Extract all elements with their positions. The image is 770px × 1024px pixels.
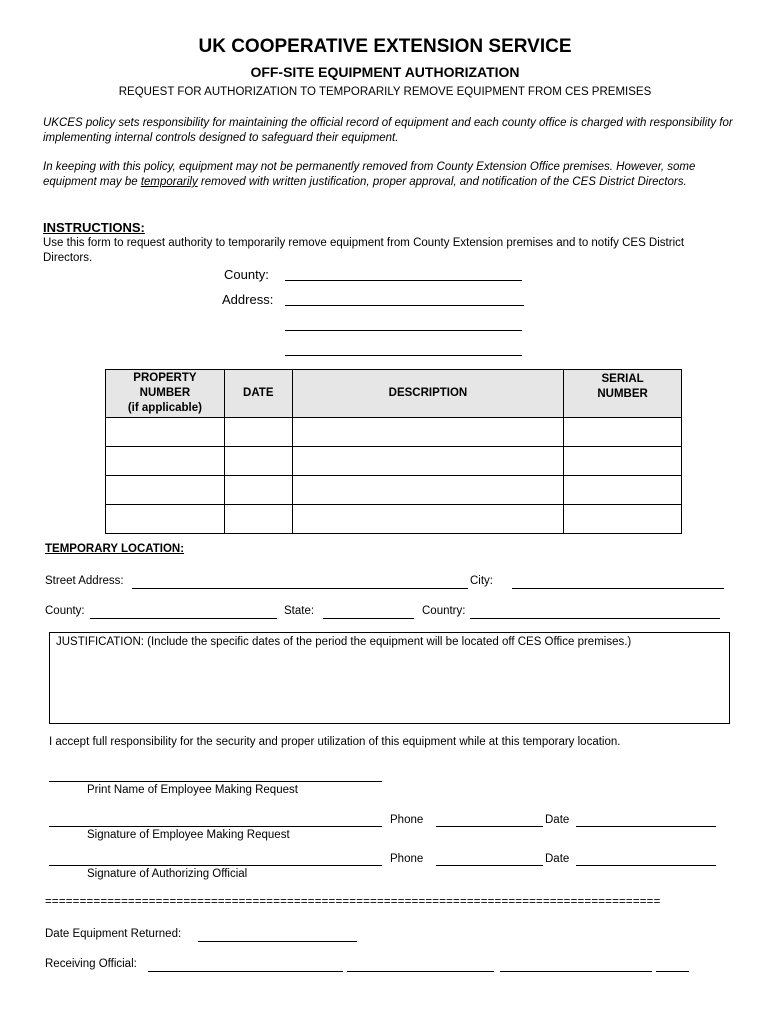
country-line[interactable] bbox=[470, 618, 720, 619]
address-input-line-1[interactable] bbox=[285, 305, 524, 306]
policy-p2-before: In keeping with this policy, equipment may not be permanently removed from County Extension Office premises. However, some equipment may be bbox=[43, 161, 696, 188]
date-cell[interactable] bbox=[224, 447, 292, 476]
date-cell[interactable] bbox=[224, 418, 292, 447]
receiving-official-line-1[interactable] bbox=[148, 971, 343, 972]
receiving-official-line-2[interactable] bbox=[347, 971, 494, 972]
date-returned-line[interactable] bbox=[198, 941, 357, 942]
country-label: Country: bbox=[422, 605, 466, 617]
header-property-l3: (if applicable) bbox=[127, 402, 202, 414]
city-line[interactable] bbox=[512, 588, 724, 589]
address-input-line-2[interactable] bbox=[285, 330, 522, 331]
serial-number-cell[interactable] bbox=[564, 476, 682, 505]
header-property-l1: PROPERTY bbox=[133, 372, 197, 384]
description-cell[interactable] bbox=[292, 476, 563, 505]
policy-p2-after: removed with written justification, proper approval, and notification of the CES District Directors. bbox=[197, 176, 687, 188]
county-label: County: bbox=[224, 267, 269, 282]
header-serial-number bbox=[564, 370, 682, 418]
county-location-label: County: bbox=[45, 605, 85, 617]
official-phone-line[interactable] bbox=[436, 865, 543, 866]
receiving-official-label: Receiving Official: bbox=[45, 958, 137, 970]
table-header-row bbox=[106, 370, 682, 418]
street-address-line[interactable] bbox=[132, 588, 468, 589]
date-returned-label: Date Equipment Returned: bbox=[45, 928, 182, 940]
policy-p2-underlined: temporarily bbox=[140, 176, 198, 188]
header-description: DESCRIPTION bbox=[292, 370, 563, 418]
print-name-line[interactable] bbox=[49, 781, 382, 782]
official-date-label: Date bbox=[545, 853, 570, 865]
serial-number-cell[interactable] bbox=[564, 418, 682, 447]
header-property-number bbox=[106, 370, 225, 418]
address-input-line-3[interactable] bbox=[285, 355, 522, 356]
temporary-location-heading: TEMPORARY LOCATION: bbox=[45, 543, 185, 555]
official-date-line[interactable] bbox=[576, 865, 716, 866]
receiving-official-line-4[interactable] bbox=[656, 971, 689, 972]
equipment-table bbox=[105, 369, 682, 534]
serial-number-cell[interactable] bbox=[564, 447, 682, 476]
description-cell[interactable] bbox=[292, 447, 563, 476]
separator-rule: ========================================================================================= bbox=[45, 896, 661, 908]
policy-paragraph-1: UKCES policy sets responsibility for maintaining the official record of equipment and each county office is charged with responsibility for implementing internal controls designed to safeguard their equipment. bbox=[43, 117, 733, 144]
instructions-heading: INSTRUCTIONS: bbox=[43, 220, 145, 235]
street-address-label: Street Address: bbox=[45, 575, 124, 587]
employee-phone-label: Phone bbox=[390, 814, 424, 826]
table-row bbox=[106, 447, 682, 476]
employee-phone-line[interactable] bbox=[436, 826, 543, 827]
acceptance-statement: I accept full responsibility for the security and proper utilization of this equipment while at this temporary location. bbox=[49, 736, 621, 748]
header-serial-l2: NUMBER bbox=[597, 388, 648, 400]
header-serial-l1: SERIAL bbox=[601, 373, 644, 385]
employee-signature-label: Signature of Employee Making Request bbox=[87, 829, 290, 841]
property-number-cell[interactable] bbox=[106, 418, 225, 447]
form-title: UK COOPERATIVE EXTENSION SERVICE bbox=[198, 36, 572, 57]
employee-signature-line[interactable] bbox=[49, 826, 382, 827]
address-label: Address: bbox=[222, 292, 274, 307]
justification-box[interactable] bbox=[49, 632, 730, 724]
receiving-official-line-3[interactable] bbox=[500, 971, 652, 972]
property-number-cell[interactable] bbox=[106, 447, 225, 476]
official-phone-label: Phone bbox=[390, 853, 424, 865]
employee-date-label: Date bbox=[545, 814, 570, 826]
serial-number-cell[interactable] bbox=[564, 505, 682, 534]
description-cell[interactable] bbox=[292, 505, 563, 534]
table-row bbox=[106, 505, 682, 534]
header-date: DATE bbox=[224, 370, 292, 418]
employee-date-line[interactable] bbox=[576, 826, 716, 827]
official-signature-line[interactable] bbox=[49, 865, 382, 866]
table-row bbox=[106, 418, 682, 447]
state-label: State: bbox=[284, 605, 315, 617]
header-property-l2: NUMBER bbox=[139, 387, 191, 399]
city-label: City: bbox=[470, 575, 493, 587]
property-number-cell[interactable] bbox=[106, 505, 225, 534]
request-line: REQUEST FOR AUTHORIZATION TO TEMPORARILY REMOVE EQUIPMENT FROM CES PREMISES bbox=[118, 86, 652, 98]
form-subtitle: OFF-SITE EQUIPMENT AUTHORIZATION bbox=[250, 64, 520, 80]
policy-paragraph-2 bbox=[43, 160, 733, 190]
property-number-cell[interactable] bbox=[106, 476, 225, 505]
county-location-line[interactable] bbox=[90, 618, 277, 619]
county-input-line[interactable] bbox=[285, 280, 522, 281]
instructions-text: Use this form to request authority to temporarily remove equipment from County Extension premises and to notify CES District Directors. bbox=[43, 237, 685, 264]
print-name-label: Print Name of Employee Making Request bbox=[87, 784, 298, 796]
state-line[interactable] bbox=[323, 618, 414, 619]
table-row bbox=[106, 476, 682, 505]
justification-label: JUSTIFICATION: (Include the specific dates of the period the equipment will be located off CES Office premises.) bbox=[56, 636, 632, 648]
date-cell[interactable] bbox=[224, 505, 292, 534]
date-cell[interactable] bbox=[224, 476, 292, 505]
official-signature-label: Signature of Authorizing Official bbox=[87, 868, 248, 880]
description-cell[interactable] bbox=[292, 418, 563, 447]
